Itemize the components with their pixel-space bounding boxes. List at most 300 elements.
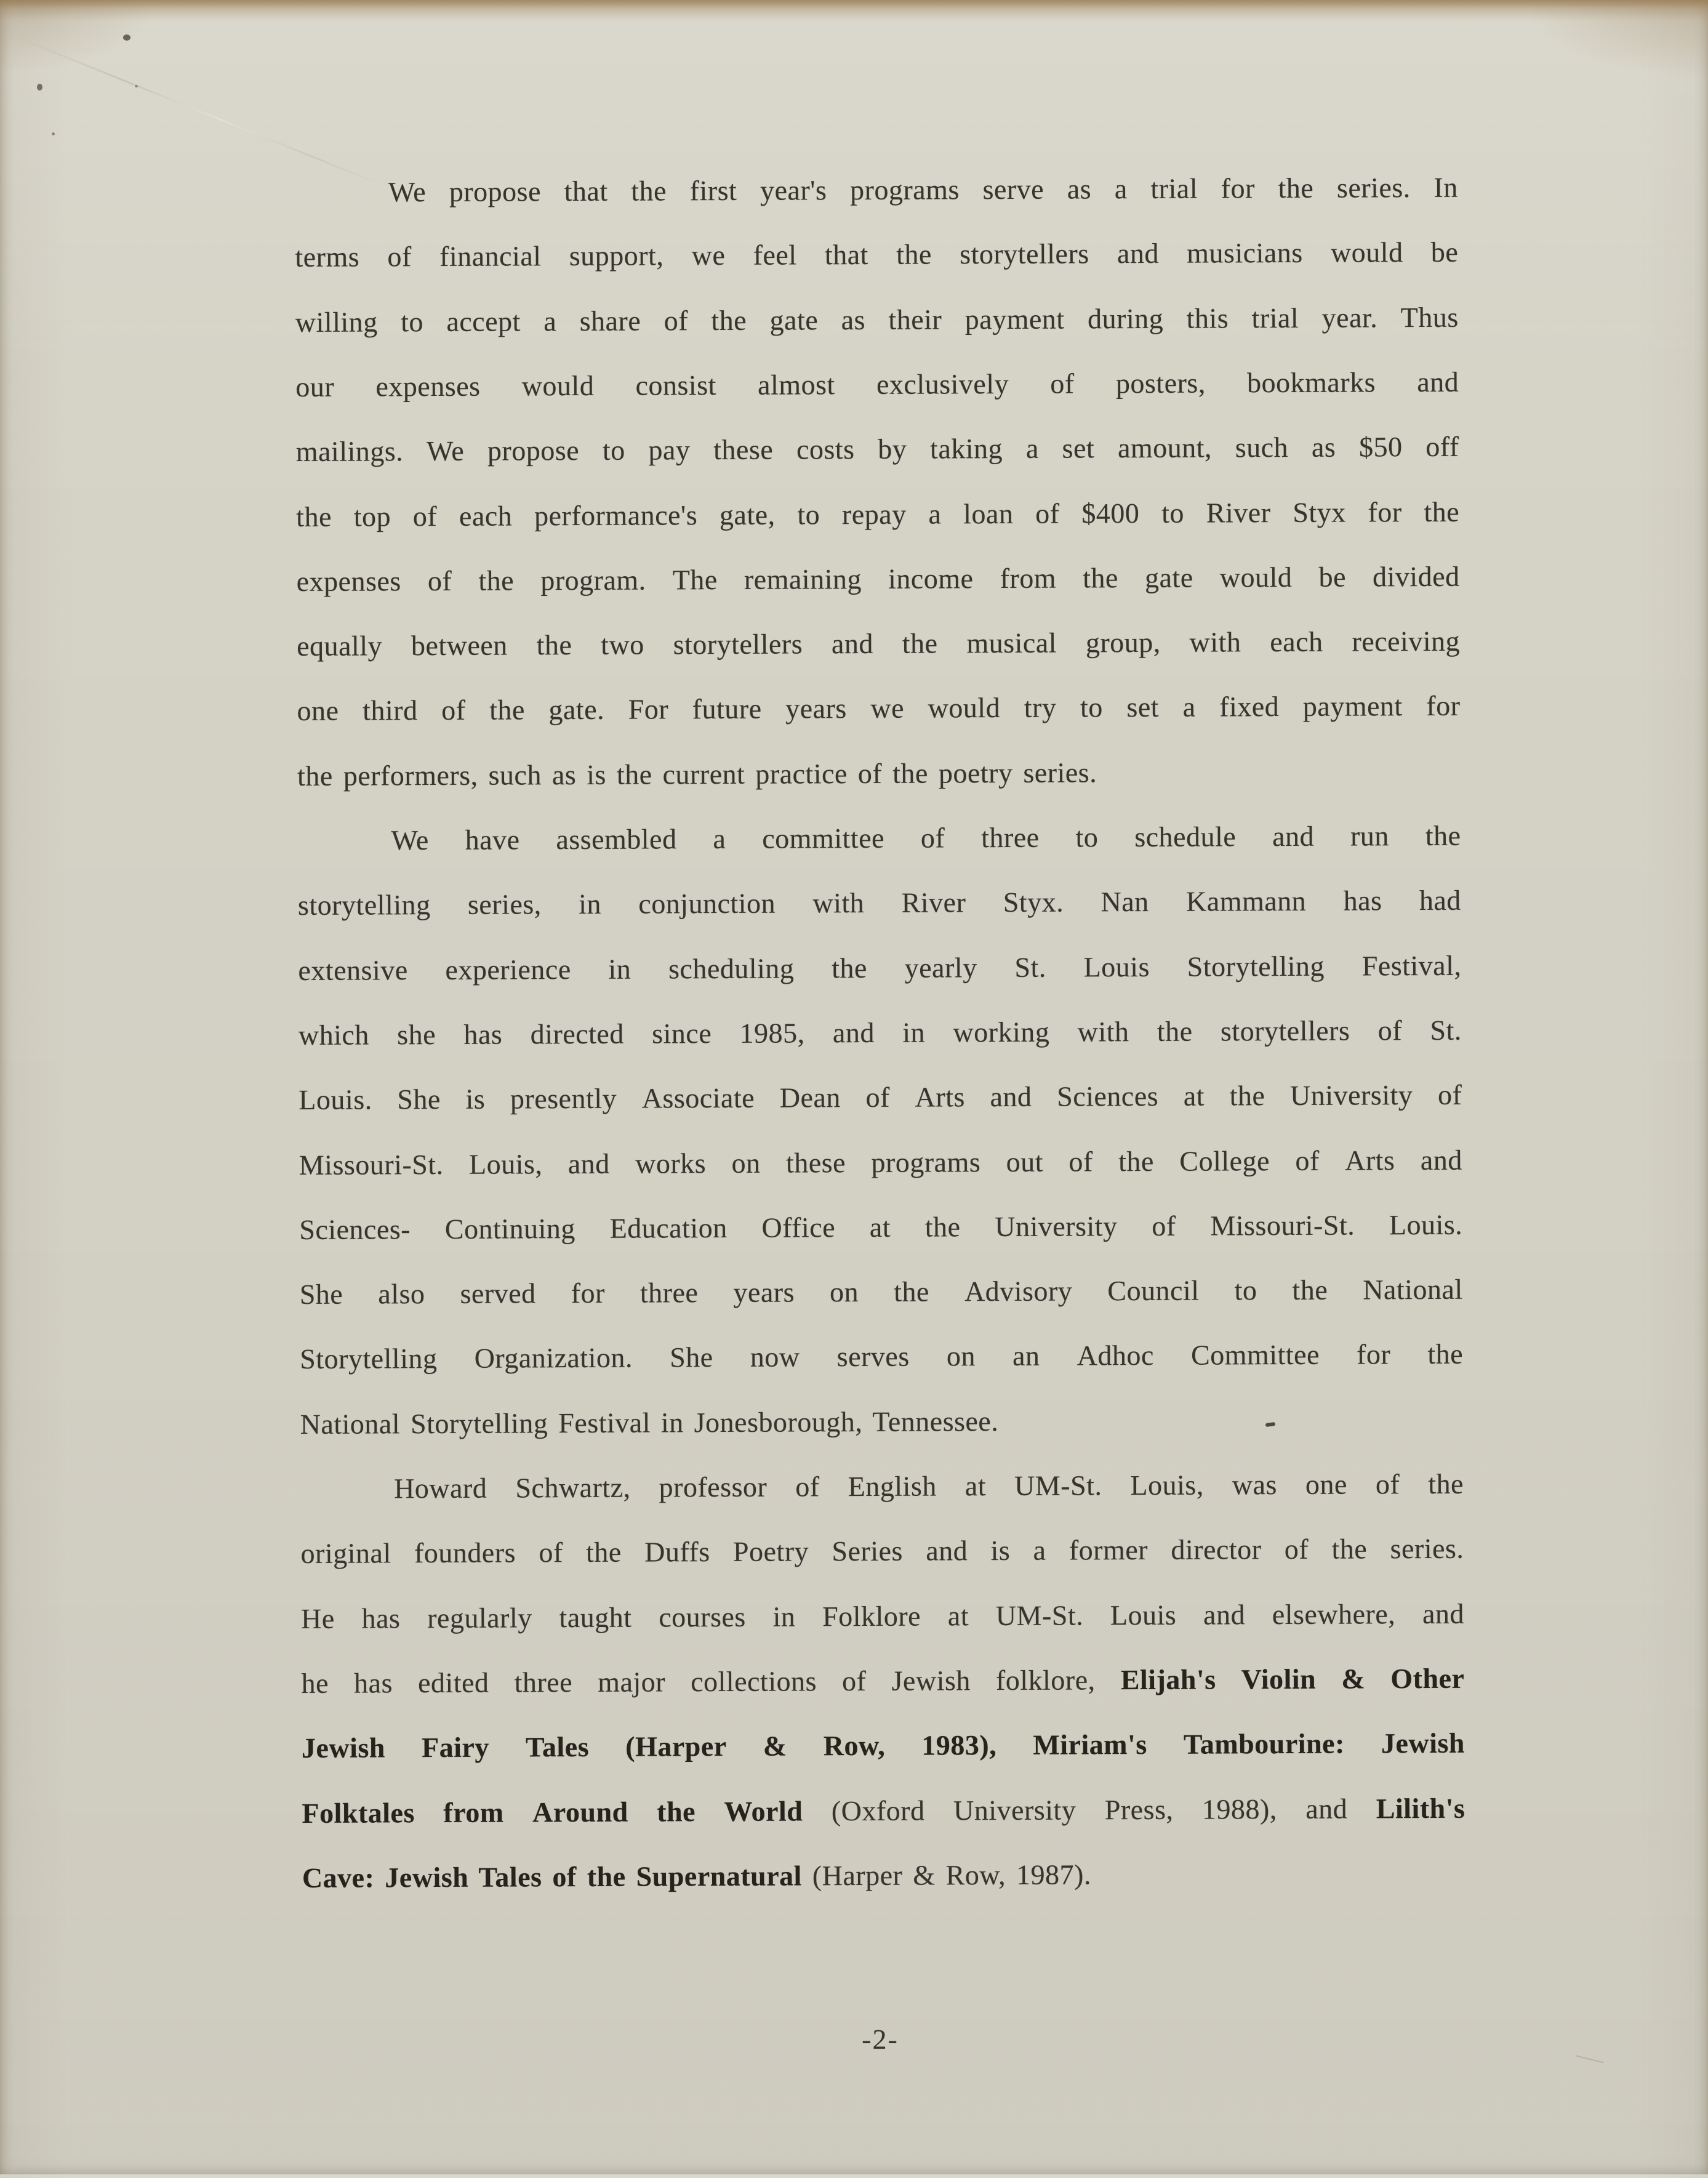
word: have (465, 824, 520, 856)
word: in (902, 1016, 926, 1048)
word: Louis, (468, 1148, 543, 1180)
word: at (964, 1470, 987, 1502)
word: River (901, 886, 966, 918)
word: courses (659, 1601, 746, 1633)
word: as (1067, 173, 1092, 205)
word: accept (446, 305, 521, 337)
word: yearly (904, 952, 977, 984)
word: as (841, 303, 866, 336)
word: Storytelling (300, 1343, 438, 1375)
word: and (1417, 366, 1459, 398)
text-line (302, 1792, 1465, 1835)
word: schedule (1134, 821, 1237, 853)
word: the (1428, 1468, 1464, 1500)
word: which (298, 1019, 369, 1051)
word: set (1126, 691, 1160, 723)
word: Advisory (964, 1275, 1073, 1308)
word: Missouri-St. (299, 1148, 444, 1181)
word-bold: Lilith's (1376, 1792, 1465, 1825)
text-line (300, 1338, 1463, 1381)
word: a (1182, 691, 1196, 723)
word: in (608, 953, 631, 985)
word: gate, (719, 499, 776, 531)
word: a (928, 498, 942, 530)
word: financial (439, 240, 542, 272)
word: and (990, 1080, 1032, 1113)
word: founders (414, 1537, 516, 1569)
word-bold: 1983), (921, 1729, 997, 1761)
word: major (598, 1666, 666, 1698)
word: since (652, 1018, 712, 1050)
word: performance's (534, 499, 698, 532)
word: and (1117, 237, 1159, 270)
word: to (797, 499, 820, 531)
word: feel (753, 239, 797, 271)
word: such (1235, 431, 1289, 464)
word: has (463, 1018, 503, 1050)
text-line (295, 301, 1459, 344)
word: a (713, 822, 726, 855)
word: for (1221, 172, 1255, 204)
word: committee (762, 822, 885, 854)
word: served (460, 1277, 536, 1309)
word: in (772, 1601, 796, 1633)
word: Council (1107, 1274, 1200, 1307)
word: a (1033, 1534, 1046, 1566)
word: Nan (1101, 885, 1149, 918)
word: years (733, 1276, 795, 1308)
word: loan (963, 497, 1014, 530)
word: consist (635, 369, 716, 401)
word: regularly (427, 1602, 532, 1634)
word: propose (449, 175, 542, 207)
word: in (579, 888, 602, 920)
word: top (353, 500, 391, 532)
word: group, (1085, 626, 1161, 659)
word: our (295, 371, 335, 403)
word-bold: Tales (525, 1730, 590, 1763)
text-line (299, 1014, 1462, 1057)
text-segment: the performers, such as is the current practice of the poetry series. (297, 757, 1097, 792)
word: musicians (1187, 236, 1303, 269)
word: run (1350, 820, 1389, 852)
word: pay (648, 434, 691, 466)
word: third (363, 694, 418, 726)
word: series, (467, 888, 542, 920)
word: storytellers (673, 628, 803, 661)
word: series. (1390, 1532, 1464, 1565)
word-bold: Jewish (301, 1732, 385, 1764)
word: working (953, 1016, 1050, 1048)
text-line (297, 819, 1461, 862)
word: elsewhere, (1272, 1598, 1396, 1631)
word: was (1232, 1469, 1277, 1501)
word: experience (445, 954, 571, 986)
word: one (297, 694, 339, 726)
word: Continuing (444, 1213, 575, 1245)
word: on (830, 1276, 859, 1308)
word: on (731, 1147, 761, 1179)
word: and (567, 1147, 610, 1180)
word: program. (540, 564, 646, 597)
word: presently (510, 1082, 617, 1115)
word: and (1305, 1793, 1348, 1825)
word: is (465, 1083, 486, 1115)
word: We (388, 176, 427, 208)
word: to (1234, 1274, 1257, 1306)
word: Arts (1345, 1144, 1395, 1176)
word: that (824, 238, 868, 271)
word: the (1083, 562, 1119, 594)
word-bold: Folktales (302, 1797, 415, 1829)
word: Arts (915, 1081, 965, 1113)
word: an (1012, 1340, 1040, 1372)
word: with (812, 886, 865, 919)
word: the (902, 627, 938, 659)
text-line (297, 689, 1460, 733)
text-line (297, 755, 1461, 798)
word: has (361, 1602, 401, 1634)
page-number: -2- (862, 2023, 899, 2055)
word: River (1206, 497, 1271, 529)
word: of (1035, 497, 1060, 529)
word: willing (295, 306, 378, 339)
word: is (990, 1534, 1011, 1567)
word: for (1357, 1338, 1391, 1370)
word: a (1114, 173, 1128, 205)
word: on (946, 1340, 976, 1372)
word: now (750, 1341, 800, 1373)
word: fixed (1219, 691, 1280, 723)
word: directed (530, 1018, 624, 1050)
word: propose (487, 434, 580, 467)
word: of (1050, 368, 1075, 400)
word: equally (297, 630, 383, 662)
word: expenses (375, 370, 481, 403)
word: the (1278, 172, 1314, 204)
text-segment: Cave: Jewish Tales of the Supernatural (302, 1860, 802, 1894)
word: this (1186, 302, 1229, 334)
word-bold: Other (1390, 1662, 1465, 1695)
word: University (953, 1794, 1077, 1826)
word: works (635, 1147, 707, 1179)
word-bold: (Harper (625, 1730, 727, 1762)
word-bold: & (763, 1730, 787, 1762)
word: the (536, 629, 572, 661)
text-line (300, 1273, 1463, 1316)
word: Dean (779, 1082, 841, 1114)
text-line (299, 1208, 1462, 1252)
word: be (1318, 561, 1347, 593)
word: mailings. (295, 435, 404, 468)
word: and (1203, 1599, 1246, 1631)
word: expenses (296, 565, 401, 597)
word: of (1377, 1015, 1403, 1047)
word: Kammann (1186, 885, 1307, 917)
word-bold: World (724, 1795, 803, 1827)
word: out (1006, 1146, 1044, 1178)
word: storytelling (297, 889, 431, 921)
word: Sciences- (299, 1213, 411, 1245)
word: of (387, 241, 412, 273)
text-line (300, 1532, 1464, 1575)
word: during (1087, 302, 1164, 335)
word: and (1272, 820, 1315, 853)
text-line (298, 949, 1461, 992)
word: of (427, 565, 452, 597)
word: edited (417, 1666, 489, 1699)
word: the (1229, 1080, 1265, 1112)
word: to (602, 434, 625, 466)
word: for (1368, 496, 1402, 528)
word: three (514, 1666, 573, 1698)
word: the (1424, 496, 1460, 528)
word: payment (964, 303, 1065, 336)
text-line (301, 1662, 1464, 1705)
word: Adhoc (1077, 1339, 1154, 1372)
word: and (1420, 1144, 1462, 1176)
word: of (1069, 1146, 1093, 1178)
word: would (928, 692, 1001, 724)
word-bold: Violin (1241, 1663, 1317, 1695)
word: at (947, 1600, 969, 1632)
word: Louis, (1130, 1469, 1204, 1501)
word: of (841, 1665, 867, 1697)
word: support, (569, 239, 664, 272)
word: gate (769, 304, 819, 336)
word: and (1422, 1597, 1465, 1630)
word: three (639, 1277, 699, 1309)
word: posters, (1115, 367, 1206, 400)
word: Poetry (732, 1535, 809, 1567)
word: the (1425, 819, 1461, 852)
word-bold: the (657, 1796, 696, 1828)
word-bold: Miriam's (1033, 1728, 1147, 1761)
word: For (628, 693, 669, 725)
word: Missouri-St. (1210, 1209, 1355, 1242)
word: storytellers (1220, 1015, 1350, 1047)
word: Louis. (299, 1083, 372, 1115)
word: income (888, 563, 974, 595)
word: to (1161, 497, 1185, 529)
word: Committee (1190, 1338, 1320, 1371)
word: Sciences (1057, 1080, 1159, 1112)
word: year's (760, 174, 827, 206)
word: the (489, 694, 525, 726)
word: of (1284, 1533, 1309, 1565)
text-line (296, 496, 1459, 539)
word: the (631, 175, 667, 207)
word: extensive (298, 954, 408, 986)
word: had (1419, 884, 1461, 917)
word: professor (659, 1471, 768, 1503)
word: off (1425, 430, 1459, 462)
word: folklore, (995, 1664, 1096, 1697)
word: St. (1430, 1014, 1462, 1046)
word: two (601, 629, 644, 661)
word: and (926, 1535, 968, 1567)
word: each (1270, 625, 1323, 658)
word: the (296, 500, 332, 533)
word: Associate (641, 1082, 755, 1114)
word: assembled (556, 823, 677, 856)
word: amount, (1117, 432, 1213, 464)
word: for (571, 1277, 605, 1309)
word: programs (849, 174, 960, 206)
word: a (543, 305, 557, 337)
text-line (295, 236, 1458, 279)
word: the (585, 1536, 622, 1568)
word: Office (761, 1212, 836, 1244)
word: between (411, 629, 508, 662)
word: the (1331, 1533, 1368, 1565)
text-segment: National Storytelling Festival in Jonesborough, Tennessee. (300, 1405, 999, 1440)
word: a (1025, 432, 1039, 464)
word: we (870, 692, 905, 724)
text-line (300, 1403, 1464, 1446)
word: and (831, 627, 873, 660)
word: conjunction (638, 887, 776, 920)
word: has (353, 1667, 393, 1699)
word: almost (757, 369, 835, 401)
word: taking (929, 432, 1003, 465)
word: as (1311, 431, 1336, 463)
word: Education (609, 1212, 728, 1244)
text-line (298, 884, 1461, 927)
word: serves (836, 1340, 910, 1373)
word: Jewish (891, 1665, 971, 1697)
word: try (1024, 691, 1057, 723)
word: would (1330, 236, 1403, 268)
word: the (711, 304, 747, 337)
word: from (1000, 562, 1057, 595)
word: collections (691, 1665, 817, 1698)
word: Styx (1293, 496, 1346, 528)
word: Organization. (474, 1341, 633, 1374)
word: he (301, 1667, 329, 1699)
word: has (1343, 885, 1382, 917)
word: of (865, 1081, 891, 1113)
text-line (297, 560, 1460, 603)
word: trial (1251, 302, 1299, 334)
word: Louis. (1389, 1208, 1463, 1241)
word-bold: Around (532, 1796, 628, 1828)
word: 1985, (739, 1017, 805, 1049)
word: the (1118, 1145, 1155, 1178)
word: by (878, 433, 907, 465)
text-line (302, 1857, 1465, 1900)
word: would (521, 369, 595, 402)
word: repay (841, 498, 907, 531)
word: receiving (1352, 625, 1461, 657)
word: also (378, 1278, 425, 1310)
text-line (301, 1597, 1464, 1641)
word: and (832, 1016, 875, 1049)
word-bold: Fairy (421, 1731, 489, 1764)
word: future (692, 693, 762, 725)
word: serve (982, 173, 1044, 206)
word-bold: & (1341, 1663, 1366, 1695)
word: the (896, 238, 932, 270)
word: their (888, 303, 942, 336)
word: She (299, 1278, 343, 1310)
word: Series (832, 1535, 903, 1567)
word: former (1069, 1533, 1149, 1566)
word: Louis (1083, 950, 1150, 983)
word: director (1171, 1533, 1262, 1565)
text-line (295, 366, 1459, 409)
text-line (300, 1468, 1464, 1511)
word: scheduling (668, 952, 795, 985)
word: gate (1144, 561, 1193, 593)
word: for (1426, 689, 1461, 721)
word: of (920, 822, 945, 854)
word: the (894, 1276, 930, 1308)
word: UM-St. (995, 1599, 1084, 1632)
word: She (397, 1083, 441, 1115)
word: years (785, 693, 847, 725)
word: the (478, 565, 515, 597)
word: costs (796, 433, 855, 465)
word: trial (1150, 172, 1198, 204)
word: programs (871, 1146, 981, 1178)
word: we (691, 239, 726, 271)
word: (Oxford (831, 1794, 925, 1827)
word: year. (1321, 302, 1378, 334)
word-bold: Row, (823, 1729, 886, 1762)
word: of (1437, 1079, 1462, 1111)
word: share (579, 305, 641, 337)
word: the (1292, 1274, 1328, 1306)
word: series. (1336, 172, 1411, 204)
word: to (1075, 821, 1099, 853)
word: be (1430, 236, 1459, 268)
word: the (924, 1211, 961, 1243)
word: St. (1014, 951, 1046, 983)
word: of (1295, 1144, 1320, 1176)
word: with (1189, 626, 1241, 658)
word: The (672, 564, 718, 596)
word: He (300, 1602, 335, 1634)
word: these (713, 433, 774, 466)
word: $400 (1081, 497, 1140, 529)
word: Press, (1104, 1793, 1174, 1826)
word: Folklore (822, 1600, 921, 1633)
word: of (1375, 1468, 1400, 1500)
word: three (981, 821, 1040, 854)
word: with (1077, 1016, 1129, 1048)
word: Howard (394, 1472, 487, 1505)
word: of (539, 1537, 563, 1569)
word: of (1152, 1210, 1176, 1242)
word: Thus (1400, 301, 1459, 334)
text-segment: (Harper & Row, 1987). (801, 1859, 1091, 1892)
word: Schwartz, (515, 1471, 631, 1504)
word: set (1062, 432, 1095, 464)
text-line (299, 1079, 1462, 1122)
word-bold: Tambourine: (1183, 1727, 1345, 1760)
word: of (412, 500, 438, 532)
text-line (299, 1144, 1462, 1187)
word: remaining (744, 563, 862, 595)
word: Storytelling (1187, 950, 1325, 983)
word: English (848, 1470, 937, 1503)
word: of (441, 694, 466, 726)
word: exclusively (876, 368, 1009, 400)
word: would (1219, 561, 1293, 593)
text-line (302, 1727, 1465, 1770)
word: We (426, 435, 465, 467)
